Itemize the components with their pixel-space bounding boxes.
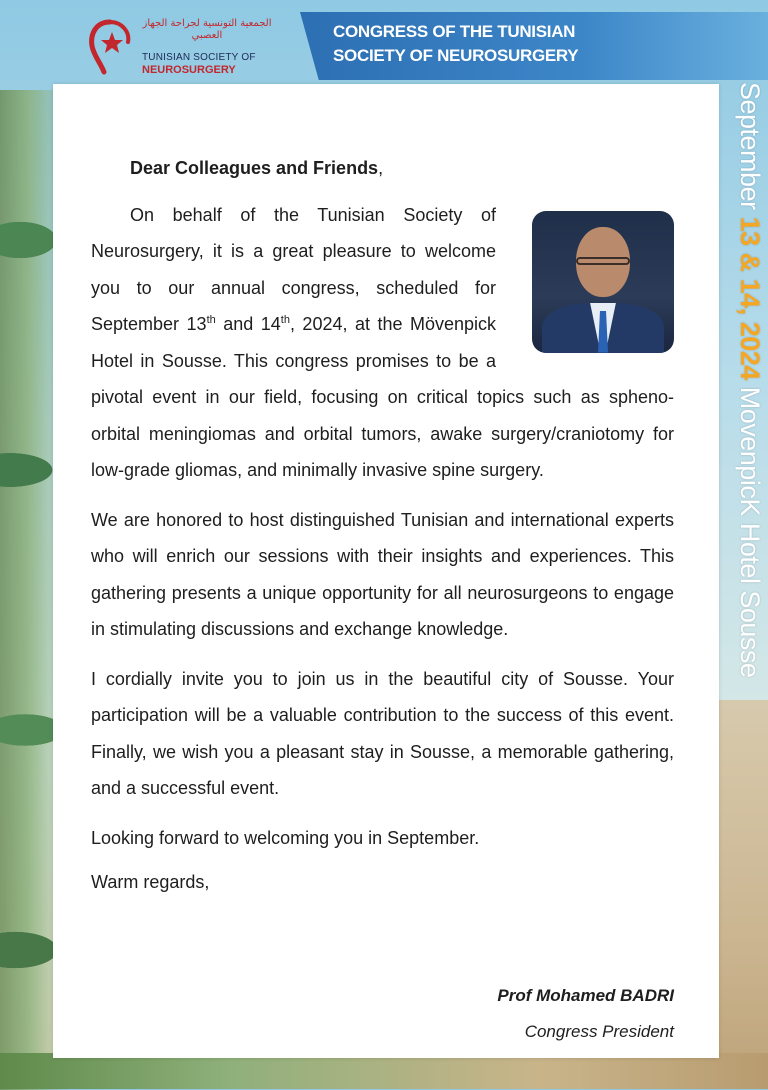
congress-title	[333, 20, 578, 68]
welcome-letter	[91, 150, 674, 909]
letter-paragraph-3: I cordially invite you to join us in the beautiful city of Sousse. Your participation will be a valuable contribution to the success of this event. Finally, we wish you a pleasant stay in Sousse, a memorable gathering, and a successful event.	[91, 668, 674, 798]
event-ampersand: &	[735, 245, 765, 279]
signature-block	[91, 978, 674, 1050]
event-date-venue	[725, 82, 765, 682]
logo-english-subtitle: NEUROSURGERY	[142, 64, 236, 76]
paragraph-1-text-a: On behalf of the Tunisian Society of Neurosurgery, it is a great pleasure to welcome you to our annual congress, scheduled for September 13	[91, 204, 496, 334]
event-day-2: 14	[735, 278, 765, 308]
event-day-1: 13	[735, 216, 765, 246]
paragraph-1-text-b: and 14	[215, 314, 281, 334]
letter-closing: Warm regards,	[91, 872, 210, 892]
event-month: September	[735, 82, 765, 217]
ordinal-suffix-1: th	[206, 314, 216, 326]
neurosurgery-logo-icon	[86, 18, 134, 76]
letter-paragraph-2: We are honored to host distinguished Tunisian and international experts who will enrich our sessions with their insights and experiences. This gathering presents a unique opportunity for all neurosurgeons to engage in stimulating discussions and exchange knowledge.	[91, 509, 674, 639]
paragraph-1-text-c: , 2024, at the Mövenpick Hotel in Sousse. This congress promises to be a pivotal event in our field, focusing on critical topics such as spheno-orbital meningiomas and orbital tumors, awake surgery/craniotomy for low-grade gliomas, and minimally invasive spine surgery.	[91, 314, 674, 480]
letter-greeting	[91, 150, 674, 187]
greeting-comma: ,	[378, 158, 384, 178]
event-year: , 2024	[735, 307, 765, 380]
logo-arabic-name: الجمعية التونسية لجراحة الجهاز العصبي	[142, 18, 272, 41]
congress-title-line1: CONGRESS OF THE TUNISIAN	[333, 22, 576, 41]
event-venue: MovenpicK Hotel Sousse	[735, 379, 765, 678]
bottom-scenery	[0, 1053, 768, 1089]
signatory-title: Congress President	[524, 1022, 674, 1041]
president-photo	[532, 211, 674, 353]
signatory-name: Prof Mohamed BADRI	[497, 986, 674, 1005]
logo-english-name: TUNISIAN SOCIETY OF	[142, 52, 256, 63]
ordinal-suffix-2: th	[280, 314, 290, 326]
letter-paragraph-4: Looking forward to welcoming you in September.	[91, 827, 480, 848]
society-logo	[86, 16, 276, 80]
greeting-text: Dear Colleagues and Friends	[130, 158, 379, 178]
congress-title-line2: SOCIETY OF NEUROSURGERY	[333, 46, 579, 65]
